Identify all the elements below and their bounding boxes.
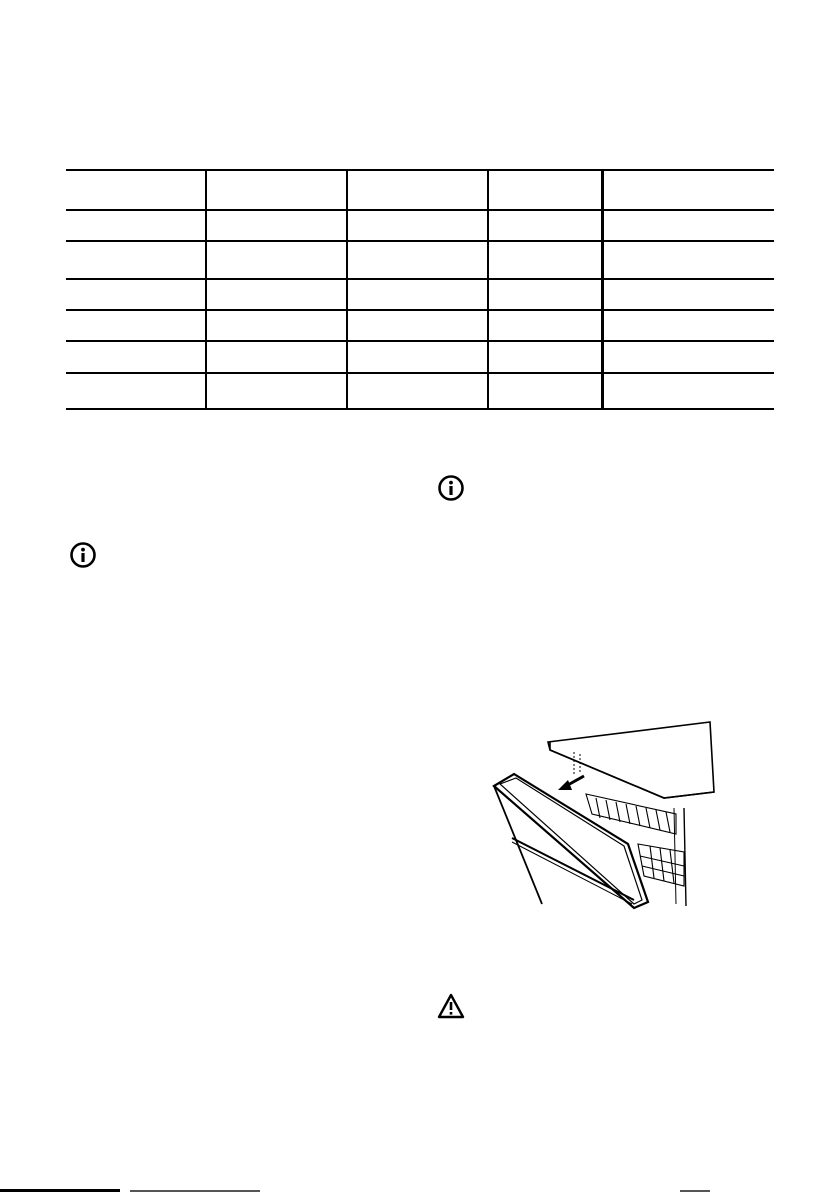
table-cell <box>488 310 602 341</box>
table-cell <box>206 373 347 409</box>
table-cell <box>602 241 774 279</box>
table-cell <box>602 373 774 409</box>
table-cell <box>602 341 774 373</box>
table-cell <box>347 279 488 310</box>
table-cell <box>206 310 347 341</box>
info-icon <box>69 541 97 569</box>
table-row <box>66 373 774 409</box>
table-row <box>66 310 774 341</box>
footer-edge <box>0 1186 840 1192</box>
table-cell <box>488 341 602 373</box>
table-cell <box>206 279 347 310</box>
table-cell <box>66 210 206 241</box>
table-cell <box>347 210 488 241</box>
table-cell <box>602 170 774 210</box>
table-cell <box>66 373 206 409</box>
table-cell <box>347 170 488 210</box>
table-row <box>66 279 774 310</box>
table-cell <box>66 241 206 279</box>
table-cell <box>488 241 602 279</box>
table-row <box>66 341 774 373</box>
table-cell <box>66 341 206 373</box>
table-cell <box>602 279 774 310</box>
table-cell <box>66 170 206 210</box>
table-cell <box>488 210 602 241</box>
dishwasher-door-illustration <box>488 716 720 910</box>
table-cell <box>488 279 602 310</box>
table-cell <box>206 210 347 241</box>
table-cell <box>66 310 206 341</box>
table-row <box>66 241 774 279</box>
specification-table <box>66 169 774 410</box>
table-cell <box>206 170 347 210</box>
table-cell <box>488 170 602 210</box>
info-icon <box>437 474 465 502</box>
table-cell <box>488 373 602 409</box>
table-row <box>66 210 774 241</box>
table-cell <box>347 241 488 279</box>
table-cell <box>602 210 774 241</box>
table-cell <box>206 341 347 373</box>
table-cell <box>347 310 488 341</box>
table-cell <box>602 310 774 341</box>
table-cell <box>347 341 488 373</box>
table-row <box>66 170 774 210</box>
table-cell <box>206 241 347 279</box>
warning-icon <box>437 993 465 1019</box>
table-cell <box>66 279 206 310</box>
table-cell <box>347 373 488 409</box>
